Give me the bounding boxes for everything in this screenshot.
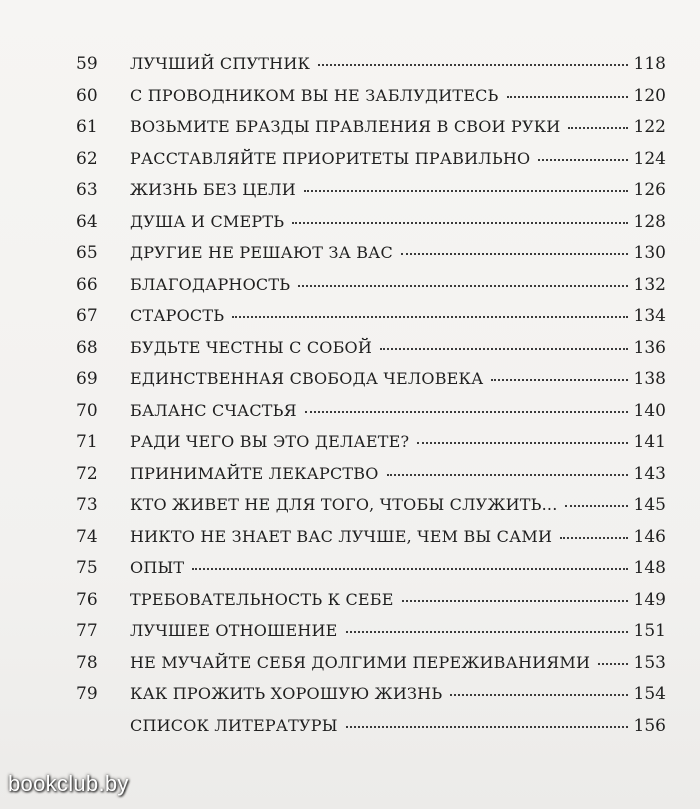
chapter-number: 62: [76, 148, 98, 169]
chapter-title: С ПРОВОДНИКОМ ВЫ НЕ ЗАБЛУДИТЕСЬ: [130, 85, 499, 105]
toc-entry: [76, 149, 666, 181]
page-number: 140: [633, 400, 666, 421]
dot-leader: [565, 504, 627, 507]
dot-leader: [318, 63, 627, 66]
toc-entry: [76, 243, 666, 275]
dot-leader: [538, 158, 627, 161]
dot-leader: [232, 315, 627, 318]
chapter-title: ЖИЗНЬ БЕЗ ЦЕЛИ: [130, 180, 296, 199]
dot-leader: [292, 221, 627, 224]
chapter-title: БАЛАНС СЧАСТЬЯ: [130, 400, 297, 420]
chapter-number: 73: [76, 495, 98, 515]
toc-entry: [76, 495, 666, 527]
chapter-number: 75: [76, 558, 98, 578]
toc-entry: [76, 180, 666, 212]
dot-leader: [298, 284, 627, 287]
page-number: 149: [633, 589, 666, 610]
dot-leader: [192, 567, 627, 570]
page-number: 141: [633, 432, 666, 452]
dot-leader: [507, 95, 628, 98]
chapter-title: ТРЕБОВАТЕЛЬНОСТЬ К СЕБЕ: [130, 589, 394, 609]
toc-entry: [76, 684, 666, 716]
page-number: 138: [633, 369, 666, 389]
chapter-title: КТО ЖИВЕТ НЕ ДЛЯ ТОГО, ЧТОБЫ СЛУЖИТЬ...: [130, 495, 558, 514]
chapter-number: 68: [76, 337, 98, 358]
chapter-title: ЛУЧШИЙ СПУТНИК: [130, 54, 311, 73]
dot-leader: [387, 473, 628, 476]
chapter-number: 74: [76, 526, 98, 547]
chapter-number: 64: [76, 211, 98, 232]
page-number: 132: [633, 274, 666, 295]
chapter-title: СПИСОК ЛИТЕРАТУРЫ: [130, 715, 338, 735]
dot-leader: [568, 126, 627, 129]
page-number: 134: [633, 306, 666, 326]
toc-entry: [76, 590, 666, 622]
toc-entry: [76, 401, 666, 433]
dot-leader: [491, 378, 627, 381]
toc-entry: [76, 653, 666, 685]
chapter-number: 70: [76, 400, 98, 421]
page-number: 122: [633, 117, 666, 137]
dot-leader: [346, 630, 628, 633]
chapter-number: 76: [76, 589, 98, 610]
toc-entry: [76, 86, 666, 118]
dot-leader: [402, 599, 628, 602]
toc-entry: [76, 621, 666, 653]
page-number: 146: [633, 526, 666, 547]
chapter-title: НИКТО НЕ ЗНАЕТ ВАС ЛУЧШЕ, ЧЕМ ВЫ САМИ: [130, 526, 553, 546]
page-number: 153: [633, 652, 666, 673]
chapter-number: 77: [76, 621, 98, 641]
page-number: 128: [633, 211, 666, 232]
dot-leader: [304, 189, 628, 192]
chapter-number: 79: [76, 684, 98, 704]
watermark-logo: bookclub.by: [8, 771, 129, 796]
chapter-title: ВОЗЬМИТЕ БРАЗДЫ ПРАВЛЕНИЯ В СВОИ РУКИ: [130, 117, 561, 136]
chapter-title: ОПЫТ: [130, 558, 185, 577]
page-number: 151: [633, 621, 666, 641]
chapter-number: 71: [76, 432, 98, 452]
toc-entry: [76, 464, 666, 496]
chapter-title: СТАРОСТЬ: [130, 306, 225, 325]
chapter-number: 61: [76, 117, 98, 137]
page-number: 124: [633, 148, 666, 169]
chapter-number: 59: [76, 54, 98, 74]
chapter-number: 60: [76, 85, 98, 106]
page-number: 136: [633, 337, 666, 358]
toc-entry: [76, 54, 666, 86]
dot-leader: [450, 693, 627, 696]
toc-entry: [76, 369, 666, 401]
toc-entry: [76, 558, 666, 590]
dot-leader: [417, 441, 627, 444]
toc-entry: [76, 212, 666, 244]
table-of-contents: [76, 54, 666, 747]
toc-entry: [76, 306, 666, 338]
chapter-title: КАК ПРОЖИТЬ ХОРОШУЮ ЖИЗНЬ: [130, 684, 443, 703]
chapter-title: ПРИНИМАЙТЕ ЛЕКАРСТВО: [130, 463, 379, 483]
dot-leader: [305, 410, 628, 413]
toc-entry: [76, 117, 666, 149]
page-number: 126: [633, 180, 666, 200]
chapter-title: ЕДИНСТВЕННАЯ СВОБОДА ЧЕЛОВЕКА: [130, 369, 484, 388]
toc-entry: [76, 338, 666, 370]
dot-leader: [380, 347, 628, 350]
dot-leader: [598, 662, 627, 665]
page-number: 120: [633, 85, 666, 106]
chapter-number: 78: [76, 652, 98, 673]
page-number: 145: [633, 495, 666, 515]
page-number: 156: [633, 715, 666, 736]
page-number: 143: [633, 463, 666, 484]
dot-leader: [401, 252, 628, 255]
page-number: 118: [633, 54, 666, 74]
chapter-number: 72: [76, 463, 98, 484]
chapter-title: БЛАГОДАРНОСТЬ: [130, 274, 291, 294]
toc-entry: [76, 527, 666, 559]
chapter-title: РАДИ ЧЕГО ВЫ ЭТО ДЕЛАЕТЕ?: [130, 432, 410, 451]
dot-leader: [560, 536, 627, 539]
toc-entry: [76, 716, 666, 748]
toc-entry: [76, 432, 666, 464]
chapter-number: 65: [76, 243, 98, 263]
page-number: 148: [633, 558, 666, 578]
chapter-number: 69: [76, 369, 98, 389]
dot-leader: [346, 725, 628, 728]
chapter-number: 67: [76, 306, 98, 326]
toc-entry: [76, 275, 666, 307]
chapter-title: ДРУГИЕ НЕ РЕШАЮТ ЗА ВАС: [130, 243, 393, 262]
chapter-title: ДУША И СМЕРТЬ: [130, 211, 285, 231]
chapter-number: 66: [76, 274, 98, 295]
chapter-number: 63: [76, 180, 98, 200]
page-number: 130: [633, 243, 666, 263]
chapter-title: НЕ МУЧАЙТЕ СЕБЯ ДОЛГИМИ ПЕРЕЖИВАНИЯМИ: [130, 652, 591, 672]
chapter-title: РАССТАВЛЯЙТЕ ПРИОРИТЕТЫ ПРАВИЛЬНО: [130, 148, 531, 168]
page-number: 154: [633, 684, 666, 704]
chapter-title: БУДЬТЕ ЧЕСТНЫ С СОБОЙ: [130, 337, 373, 357]
chapter-title: ЛУЧШЕЕ ОТНОШЕНИЕ: [130, 621, 338, 640]
